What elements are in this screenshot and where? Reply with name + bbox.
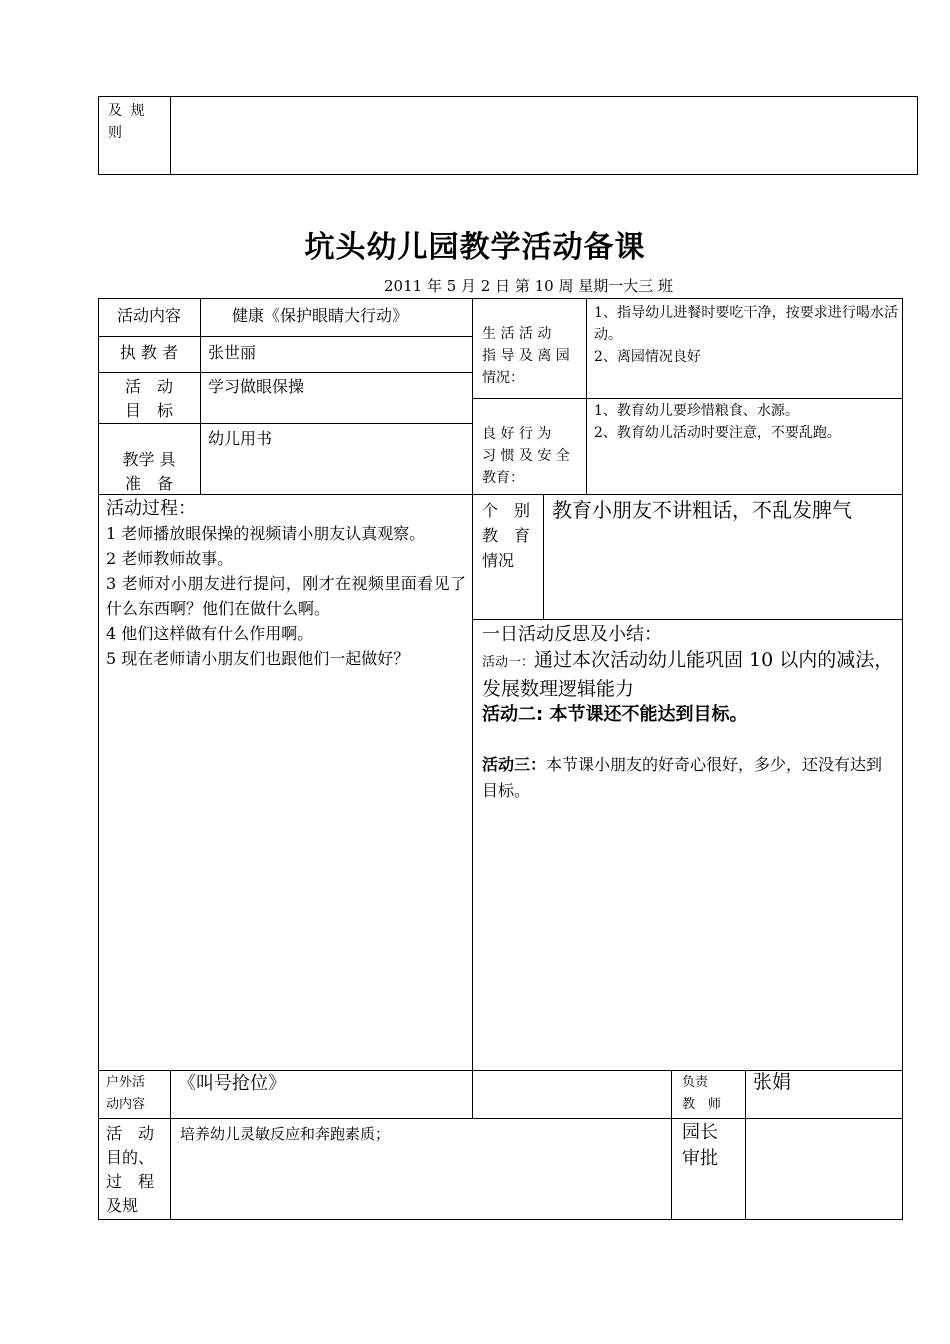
activity-one-label: 活动一： bbox=[482, 655, 535, 670]
goal-label: 活 动 目 标 bbox=[124, 377, 173, 420]
teacher-value: 张世丽 bbox=[208, 343, 257, 362]
grid-line bbox=[98, 423, 472, 424]
purpose-value: 培养幼儿灵敏反应和奔跑素质； bbox=[180, 1125, 391, 1143]
outdoor-value: 《叫号抢位》 bbox=[178, 1073, 286, 1094]
page-title: 坑头幼儿园教学活动备课 bbox=[304, 230, 646, 265]
process-step: 4 他们这样做有什么作用啊。 bbox=[106, 624, 314, 643]
spacer bbox=[482, 728, 896, 752]
activity-three-label: 活动三： bbox=[482, 755, 547, 774]
grid-line bbox=[472, 619, 903, 620]
top-fragment-divider bbox=[170, 96, 171, 175]
grid-line bbox=[671, 1070, 672, 1220]
activity-one-text: 通过本次活动幼儿能巩固 10 以内的减法，发展数理逻辑能力 bbox=[482, 649, 894, 700]
outdoor-teacher-label: 负责 教 师 bbox=[682, 1075, 722, 1112]
outdoor-label: 户外活 动内容 bbox=[106, 1075, 146, 1112]
activity-three-text: 本节课小朋友的好奇心很好，多少，还没有达到目标。 bbox=[482, 755, 883, 800]
activity-content-value: 健康《保护眼睛大行动》 bbox=[232, 306, 409, 325]
grid-line bbox=[543, 494, 544, 619]
process-step: 2 老师教师故事。 bbox=[106, 549, 234, 568]
activity-content-label: 活动内容 bbox=[116, 306, 181, 325]
grid-line bbox=[472, 1070, 473, 1118]
grid-line bbox=[586, 298, 587, 494]
goal-value: 学习做眼保操 bbox=[208, 377, 305, 396]
prep-value: 幼儿用书 bbox=[208, 429, 273, 448]
reflection-section bbox=[482, 622, 896, 804]
habits-label: 良 好 行 为 习 惯 及 安 全 教育： bbox=[482, 426, 570, 486]
process-heading: 活动过程： bbox=[106, 498, 196, 519]
purpose-label: 活 动 目的、 过 程 及规 bbox=[106, 1124, 155, 1215]
grid-line bbox=[98, 1118, 903, 1119]
individual-content: 教育小朋友不讲粗话，不乱发脾气 bbox=[552, 498, 852, 522]
reflection-heading: 一日活动反思及小结： bbox=[482, 624, 662, 645]
outdoor-teacher-value: 张娟 bbox=[753, 1071, 792, 1093]
reflection-activity-one bbox=[482, 647, 896, 702]
grid-line bbox=[472, 398, 903, 399]
life-guidance-label: 生 活 活 动 指 导 及 离 园 情况： bbox=[482, 326, 570, 386]
process-step: 3 老师对小朋友进行提问，刚才在视频里面看见了什么东西啊？他们在做什么啊。 bbox=[106, 574, 466, 618]
grid-line bbox=[98, 494, 903, 495]
individual-label: 个 别 教 育 情况 bbox=[482, 501, 531, 570]
process-step: 5 现在老师请小朋友们也跟他们一起做好？ bbox=[106, 649, 410, 668]
grid-line bbox=[98, 372, 472, 373]
top-fragment-label: 及 规 则 bbox=[108, 103, 147, 141]
approval-label: 园长 审批 bbox=[682, 1122, 718, 1169]
prep-label: 教学 具 准 备 bbox=[122, 450, 176, 493]
process-step: 1 老师播放眼保操的视频请小朋友认真观察。 bbox=[106, 524, 426, 543]
grid-line bbox=[98, 336, 472, 337]
reflection-activity-three bbox=[482, 752, 896, 804]
life-guidance-content: 1、指导幼儿进餐时要吃干净，按要求进行喝水活动。 2、离园情况良好 bbox=[594, 305, 898, 365]
top-fragment-table bbox=[98, 96, 918, 175]
teacher-label: 执 教 者 bbox=[119, 343, 179, 362]
grid-line bbox=[170, 1070, 171, 1220]
reflection-activity-two: 活动二: 本节课还不能达到目标。 bbox=[482, 704, 748, 725]
grid-line bbox=[200, 298, 201, 494]
page-subtitle: 2011 年 5 月 2 日 第 10 周 星期一大三 班 bbox=[384, 277, 674, 295]
grid-line bbox=[745, 1070, 746, 1220]
grid-line bbox=[472, 298, 473, 1070]
process-section bbox=[106, 497, 466, 671]
habits-content: 1、教育幼儿要珍惜粮食、水源。 2、教育幼儿活动时要注意，不要乱跑。 bbox=[594, 403, 841, 441]
